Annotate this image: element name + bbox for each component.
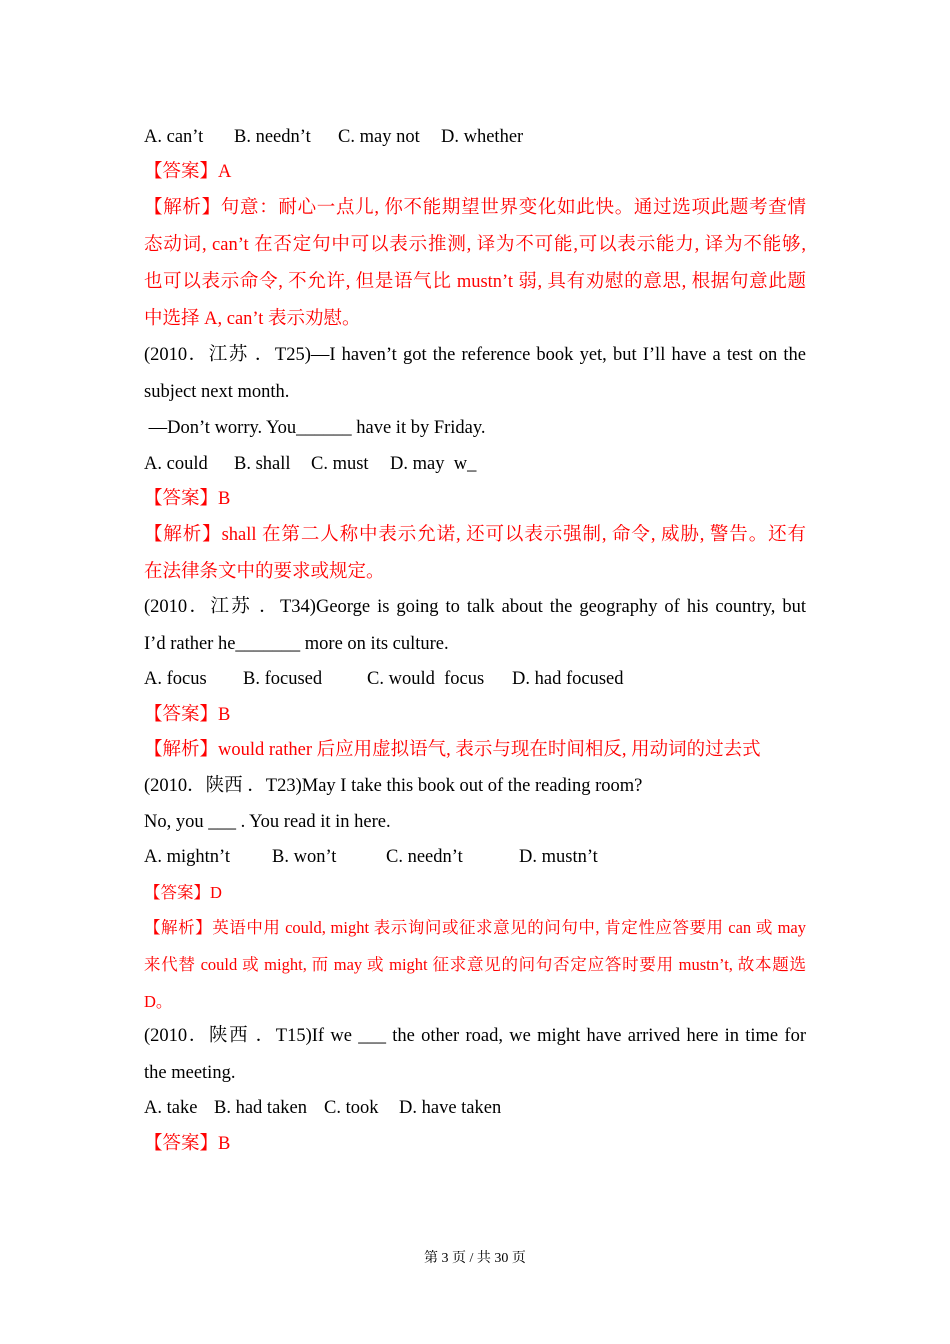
q2-stem-line: —Don’t worry. You______ have it by Friday. <box>144 418 486 438</box>
option-a: A. focus <box>144 669 207 689</box>
page-footer: 第 3 页 / 共 30 页 <box>424 1251 526 1266</box>
option-c: C. needn’t <box>386 847 463 867</box>
q5-stem-line: the meeting. <box>144 1063 236 1083</box>
q2-explanation-line: 在法律条文中的要求或规定。 <box>144 562 385 582</box>
q1-explanation-line: 【解析】句意：耐心一点儿, 你不能期望世界变化如此快。通过选项此题考查情 <box>144 198 806 218</box>
q2-stem-line: subject next month. <box>144 382 290 402</box>
option-b: B. won’t <box>272 847 337 867</box>
q2-answer: 【答案】B <box>144 489 231 509</box>
q3-stem-line: I’d rather he_______ more on its culture. <box>144 634 449 654</box>
q3-explanation-line: 【解析】would rather 后应用虚拟语气, 表示与现在时间相反, 用动词的过去式 <box>144 740 761 760</box>
q4-stem-line: No, you ___ . You read it in here. <box>144 812 391 832</box>
option-d: D. had focused <box>512 669 624 689</box>
option-a: A. could <box>144 454 208 474</box>
q4-explanation-line: 来代替 could 或 might, 而 may 或 might 征求意见的问句否定应答时要用 mustn’t, 故本题选 <box>144 955 806 974</box>
option-b: B. shall <box>234 454 291 474</box>
option-a: A. can’t <box>144 127 204 147</box>
q2-explanation-line: 【解析】shall 在第二人称中表示允诺, 还可以表示强制, 命令, 威胁, 警告。还有 <box>144 525 806 545</box>
q1-explanation-line: 也可以表示命令, 不允许, 但是语气比 mustn’t 弱, 具有劝慰的意思, 根据句意此题 <box>144 272 806 292</box>
option-c: C. would focus <box>367 669 485 689</box>
option-d: D. mustn’t <box>519 847 598 867</box>
option-b: B. had taken <box>214 1098 307 1118</box>
q4-stem-line: (2010．陕西 ．T23)May I take this book out of the reading room? <box>144 776 643 796</box>
q5-answer: 【答案】B <box>144 1134 231 1154</box>
option-b: B. focused <box>243 669 323 689</box>
q4-answer: 【答案】D <box>144 883 222 902</box>
option-a: A. take <box>144 1098 198 1118</box>
q5-stem-line: (2010．陕西 ．T15)If we ___ the other road, we might have arrived here in time for <box>144 1026 806 1046</box>
q2-stem-line: (2010．江苏 ．T25)—I haven’t got the reference book yet, but I’ll have a test on the <box>144 345 806 365</box>
option-b: B. needn’t <box>234 127 311 147</box>
option-d: D. have taken <box>399 1098 502 1118</box>
option-d: D. may w_ <box>390 454 477 474</box>
q1-explanation-line: 中选择 A, can’t 表示劝慰。 <box>144 309 361 329</box>
q3-answer: 【答案】B <box>144 705 231 725</box>
q3-stem-line: (2010．江苏 ．T34)George is going to talk about the geography of his country, but <box>144 597 806 617</box>
option-c: C. may not <box>338 127 420 147</box>
q4-explanation-line: D。 <box>144 992 173 1011</box>
q4-explanation-line: 【解析】英语中用 could, might 表示询问或征求意见的问句中, 肯定性应答要用 can 或 may <box>144 918 806 937</box>
option-c: C. took <box>324 1098 379 1118</box>
option-c: C. must <box>311 454 369 474</box>
option-a: A. mightn’t <box>144 847 230 867</box>
option-d: D. whether <box>441 127 524 147</box>
q1-answer: 【答案】A <box>144 162 232 182</box>
q1-explanation-line: 态动词, can’t 在否定句中可以表示推测, 译为不可能,可以表示能力, 译为不能够, <box>144 235 806 255</box>
